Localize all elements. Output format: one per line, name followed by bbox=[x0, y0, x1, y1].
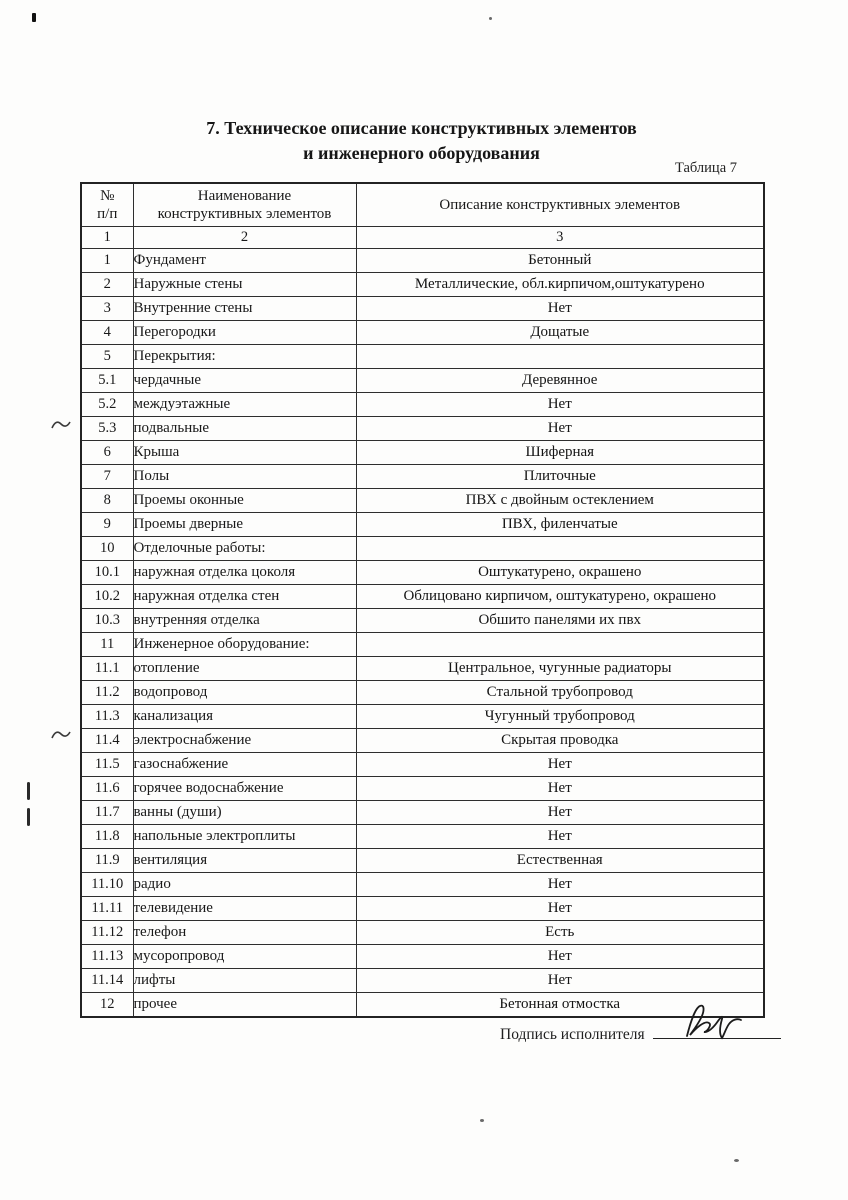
element-name-cell: телевидение bbox=[133, 897, 356, 921]
element-name-cell: чердачные bbox=[133, 369, 356, 393]
row-number-cell: 10 bbox=[81, 537, 133, 561]
table-row bbox=[81, 513, 764, 537]
element-name-cell: отопление bbox=[133, 657, 356, 681]
element-description-cell: Скрытая проводка bbox=[356, 729, 764, 753]
row-number-cell: 11.2 bbox=[81, 681, 133, 705]
row-number-cell: 11.9 bbox=[81, 849, 133, 873]
column-number-1: 1 bbox=[81, 227, 133, 249]
row-number-cell: 11.11 bbox=[81, 897, 133, 921]
row-number-cell: 8 bbox=[81, 489, 133, 513]
element-name-cell: Крыша bbox=[133, 441, 356, 465]
column-number-3: 3 bbox=[356, 227, 764, 249]
header-desc: Описание конструктивных элементов bbox=[356, 183, 764, 227]
handwritten-signature-icon bbox=[681, 1000, 751, 1042]
element-description-cell: Облицовано кирпичом, оштукатурено, окрашено bbox=[356, 585, 764, 609]
table-row bbox=[81, 489, 764, 513]
element-description-cell: Стальной трубопровод bbox=[356, 681, 764, 705]
element-description-cell: Нет bbox=[356, 393, 764, 417]
element-name-cell: радио bbox=[133, 873, 356, 897]
table-row bbox=[81, 921, 764, 945]
table-row bbox=[81, 729, 764, 753]
row-number-cell: 11.1 bbox=[81, 657, 133, 681]
row-number-cell: 11 bbox=[81, 633, 133, 657]
speck bbox=[489, 17, 492, 20]
table-row bbox=[81, 441, 764, 465]
row-number-cell: 10.3 bbox=[81, 609, 133, 633]
table-row bbox=[81, 249, 764, 273]
element-name-cell: подвальные bbox=[133, 417, 356, 441]
table-caption: Таблица 7 bbox=[674, 160, 737, 176]
element-name-cell: Внутренние стены bbox=[133, 297, 356, 321]
row-number-cell: 5.3 bbox=[81, 417, 133, 441]
table-row bbox=[81, 777, 764, 801]
element-description-cell: Нет bbox=[356, 825, 764, 849]
pen-squiggle bbox=[50, 726, 72, 742]
row-number-cell: 7 bbox=[81, 465, 133, 489]
table-row bbox=[81, 369, 764, 393]
element-description-cell: Нет bbox=[356, 969, 764, 993]
row-number-cell: 4 bbox=[81, 321, 133, 345]
element-description-cell: Нет bbox=[356, 897, 764, 921]
element-description-cell bbox=[356, 345, 764, 369]
element-name-cell: Полы bbox=[133, 465, 356, 489]
pen-stroke bbox=[27, 808, 30, 826]
element-description-cell: Нет bbox=[356, 297, 764, 321]
element-description-cell: Центральное, чугунные радиаторы bbox=[356, 657, 764, 681]
element-description-cell: Оштукатурено, окрашено bbox=[356, 561, 764, 585]
row-number-cell: 11.12 bbox=[81, 921, 133, 945]
header-num-line1: № bbox=[100, 188, 115, 204]
element-name-cell: мусоропровод bbox=[133, 945, 356, 969]
element-description-cell: Бетонный bbox=[356, 249, 764, 273]
table-row bbox=[81, 993, 764, 1018]
table-row bbox=[81, 345, 764, 369]
row-number-cell: 11.4 bbox=[81, 729, 133, 753]
element-name-cell: Отделочные работы: bbox=[133, 537, 356, 561]
row-number-cell: 2 bbox=[81, 273, 133, 297]
table-row bbox=[81, 657, 764, 681]
table-row bbox=[81, 945, 764, 969]
construction-elements-table bbox=[80, 182, 765, 1018]
element-name-cell: Фундамент bbox=[133, 249, 356, 273]
table-row bbox=[81, 321, 764, 345]
header-name-line2: конструктивных элементов bbox=[157, 206, 332, 222]
table-row bbox=[81, 969, 764, 993]
row-number-cell: 11.14 bbox=[81, 969, 133, 993]
row-number-cell: 1 bbox=[81, 249, 133, 273]
element-name-cell: междуэтажные bbox=[133, 393, 356, 417]
element-description-cell: Бетонная отмостка bbox=[356, 993, 764, 1018]
element-name-cell: Проемы дверные bbox=[133, 513, 356, 537]
element-name-cell: наружная отделка цоколя bbox=[133, 561, 356, 585]
element-description-cell: Плиточные bbox=[356, 465, 764, 489]
row-number-cell: 3 bbox=[81, 297, 133, 321]
element-name-cell: Проемы оконные bbox=[133, 489, 356, 513]
element-description-cell: Нет bbox=[356, 753, 764, 777]
row-number-cell: 6 bbox=[81, 441, 133, 465]
row-number-cell: 5.2 bbox=[81, 393, 133, 417]
element-description-cell bbox=[356, 537, 764, 561]
element-description-cell: Есть bbox=[356, 921, 764, 945]
table-row bbox=[81, 897, 764, 921]
element-name-cell: ванны (души) bbox=[133, 801, 356, 825]
table-row bbox=[81, 681, 764, 705]
element-name-cell: Наружные стены bbox=[133, 273, 356, 297]
row-number-cell: 12 bbox=[81, 993, 133, 1018]
table-row bbox=[81, 537, 764, 561]
element-description-cell: Чугунный трубопровод bbox=[356, 705, 764, 729]
element-name-cell: телефон bbox=[133, 921, 356, 945]
row-number-cell: 11.6 bbox=[81, 777, 133, 801]
speck bbox=[480, 1119, 484, 1122]
element-name-cell: внутренняя отделка bbox=[133, 609, 356, 633]
table-row bbox=[81, 873, 764, 897]
title-line-2: и инженерного оборудования bbox=[303, 143, 540, 163]
document-title bbox=[80, 116, 763, 166]
row-number-cell: 11.3 bbox=[81, 705, 133, 729]
table-row bbox=[81, 705, 764, 729]
element-name-cell: канализация bbox=[133, 705, 356, 729]
element-description-cell bbox=[356, 633, 764, 657]
table-row bbox=[81, 273, 764, 297]
element-name-cell: наружная отделка стен bbox=[133, 585, 356, 609]
row-number-cell: 11.7 bbox=[81, 801, 133, 825]
element-name-cell: прочее bbox=[133, 993, 356, 1018]
table-row bbox=[81, 297, 764, 321]
element-description-cell: Шиферная bbox=[356, 441, 764, 465]
column-numbers-row bbox=[81, 227, 764, 249]
element-name-cell: Инженерное оборудование: bbox=[133, 633, 356, 657]
element-name-cell: лифты bbox=[133, 969, 356, 993]
table-header-row bbox=[81, 183, 764, 227]
element-name-cell: водопровод bbox=[133, 681, 356, 705]
table-row bbox=[81, 417, 764, 441]
element-description-cell: ПВХ с двойным остеклением bbox=[356, 489, 764, 513]
row-number-cell: 11.8 bbox=[81, 825, 133, 849]
table-row bbox=[81, 585, 764, 609]
row-number-cell: 10.2 bbox=[81, 585, 133, 609]
table-row bbox=[81, 753, 764, 777]
element-name-cell: горячее водоснабжение bbox=[133, 777, 356, 801]
element-description-cell: Металлические, обл.кирпичом,оштукатурено bbox=[356, 273, 764, 297]
column-number-2: 2 bbox=[133, 227, 356, 249]
element-name-cell: электроснабжение bbox=[133, 729, 356, 753]
element-description-cell: Нет bbox=[356, 417, 764, 441]
element-description-cell: Нет bbox=[356, 777, 764, 801]
title-line-1: 7. Техническое описание конструктивных элементов bbox=[206, 118, 637, 138]
element-description-cell: Нет bbox=[356, 873, 764, 897]
signature-label: Подпись исполнителя bbox=[500, 1026, 645, 1043]
table-row bbox=[81, 561, 764, 585]
element-description-cell: Естественная bbox=[356, 849, 764, 873]
pen-squiggle bbox=[50, 416, 72, 432]
element-name-cell: Перегородки bbox=[133, 321, 356, 345]
row-number-cell: 11.5 bbox=[81, 753, 133, 777]
table-row bbox=[81, 609, 764, 633]
table-row bbox=[81, 849, 764, 873]
element-name-cell: вентиляция bbox=[133, 849, 356, 873]
element-name-cell: газоснабжение bbox=[133, 753, 356, 777]
element-description-cell: Обшито панелями их пвх bbox=[356, 609, 764, 633]
row-number-cell: 9 bbox=[81, 513, 133, 537]
table-row bbox=[81, 393, 764, 417]
pen-stroke bbox=[27, 782, 30, 800]
header-name bbox=[133, 183, 356, 227]
header-num bbox=[81, 183, 133, 227]
signature-line bbox=[653, 1020, 781, 1039]
header-num-line2: п/п bbox=[97, 206, 118, 222]
element-description-cell: Нет bbox=[356, 945, 764, 969]
header-name-line1: Наименование bbox=[197, 188, 292, 204]
table-row bbox=[81, 825, 764, 849]
element-name-cell: напольные электроплиты bbox=[133, 825, 356, 849]
table-row bbox=[81, 633, 764, 657]
row-number-cell: 10.1 bbox=[81, 561, 133, 585]
element-description-cell: Дощатые bbox=[356, 321, 764, 345]
element-description-cell: Деревянное bbox=[356, 369, 764, 393]
row-number-cell: 5.1 bbox=[81, 369, 133, 393]
element-name-cell: Перекрытия: bbox=[133, 345, 356, 369]
row-number-cell: 11.13 bbox=[81, 945, 133, 969]
element-description-cell: Нет bbox=[356, 801, 764, 825]
row-number-cell: 5 bbox=[81, 345, 133, 369]
speck bbox=[734, 1159, 739, 1162]
row-number-cell: 11.10 bbox=[81, 873, 133, 897]
table-row bbox=[81, 801, 764, 825]
table-row bbox=[81, 465, 764, 489]
element-description-cell: ПВХ, филенчатые bbox=[356, 513, 764, 537]
signature-block bbox=[500, 1020, 781, 1044]
ink-mark bbox=[32, 13, 36, 22]
